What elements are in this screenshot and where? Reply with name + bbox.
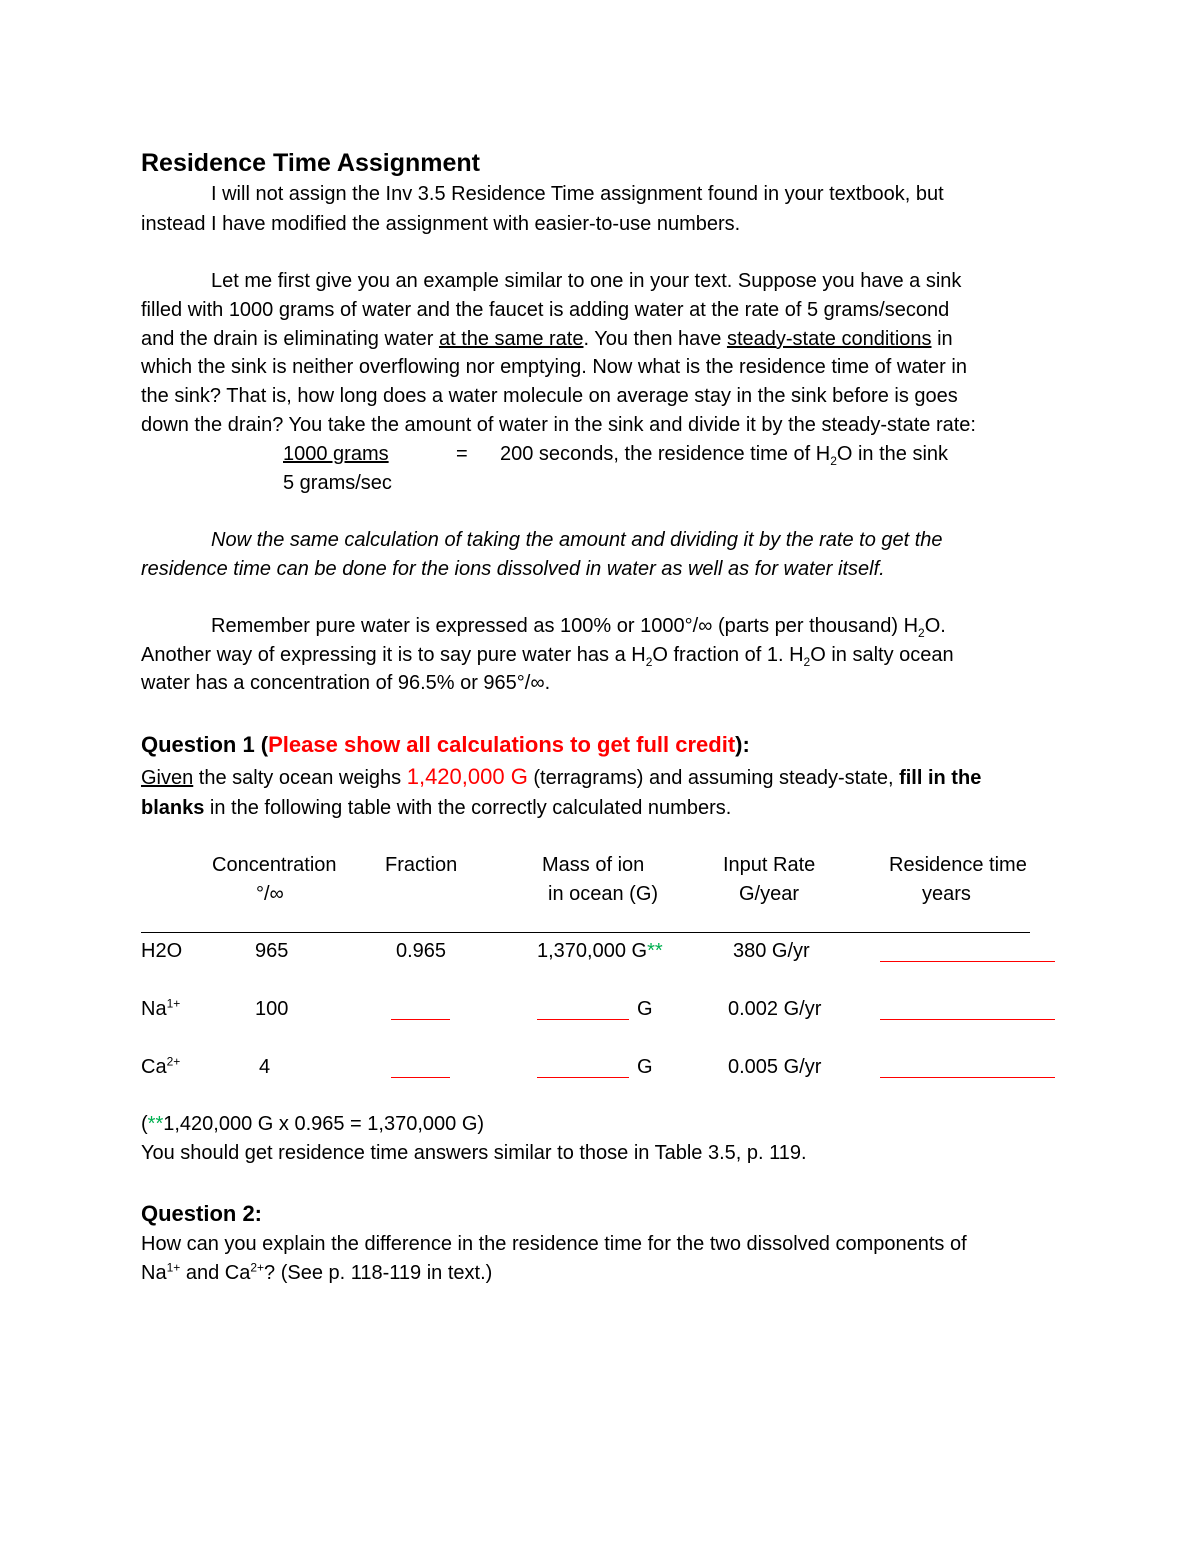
row-ca-mass-unit: G bbox=[637, 1056, 653, 1078]
equation-denominator: 5 grams/sec bbox=[283, 472, 392, 494]
row-na-input-rate: 0.002 G/yr bbox=[728, 998, 822, 1020]
row-ca-mass-blank[interactable] bbox=[537, 1077, 629, 1078]
page-title: Residence Time Assignment bbox=[141, 149, 481, 177]
question-1-heading: Question 1 (Please show all calculations to get full credit): bbox=[141, 732, 750, 757]
header-residence-time-unit: years bbox=[922, 883, 971, 905]
row-h2o-fraction: 0.965 bbox=[396, 940, 447, 962]
question-1-instruction: Please show all calculations to get full credit bbox=[268, 732, 736, 757]
row-ca-ion: $Ca^{2+}$ bbox=[141, 1054, 181, 1078]
row-na-residence-blank[interactable] bbox=[880, 1019, 1055, 1020]
steady-state-text: steady-state conditions bbox=[726, 328, 932, 350]
row-h2o-mass: 1,370,000 G** bbox=[537, 940, 663, 962]
example-line-1: Let me first give you an example similar to one in your text. Suppose you have a sink bbox=[211, 270, 962, 292]
example-line-6: down the drain? You take the amount of water in the sink and divide it by the steady-state rate: bbox=[141, 414, 976, 436]
header-mass-unit: in ocean (G) bbox=[548, 883, 659, 905]
intro-line-2: instead I have modified the assignment with easier-to-use numbers. bbox=[141, 213, 741, 235]
header-input-rate-unit: G/year bbox=[739, 883, 800, 905]
header-residence-time: Residence time bbox=[889, 854, 1027, 876]
remember-line-1: Remember pure water is expressed as 100% or 1000°/∞ (parts per thousand) $H_2O$. bbox=[211, 615, 946, 640]
question-1-text-line-1: Given the salty ocean weighs 1,420,000 G (terragrams) and assuming steady-state, fill in the bbox=[141, 764, 982, 789]
header-mass: Mass of ion bbox=[542, 854, 645, 876]
intro-line-1: I will not assign the Inv 3.5 Residence Time assignment found in your textbook, but bbox=[211, 183, 944, 205]
row-h2o-residence-blank[interactable] bbox=[880, 961, 1055, 962]
example-line-5: the sink? That is, how long does a water molecule on average stay in the sink before is goes bbox=[141, 385, 958, 407]
row-ca-concentration: 4 bbox=[259, 1056, 271, 1078]
footnote-line-2: You should get residence time answers similar to those in Table 3.5, p. 119. bbox=[141, 1142, 807, 1164]
question-2-line-1: How can you explain the difference in the residence time for the two dissolved components of bbox=[141, 1233, 967, 1255]
example-line-3: and the drain is eliminating water at the same rate. You then have steady-state conditions in bbox=[141, 328, 953, 350]
remember-line-3: water has a concentration of 96.5% or 965°/∞. bbox=[141, 672, 551, 694]
row-na-mass-unit: G bbox=[637, 998, 653, 1020]
row-h2o-input-rate: 380 G/yr bbox=[733, 940, 810, 962]
row-na-mass-blank[interactable] bbox=[537, 1019, 629, 1020]
remember-line-2: Another way of expressing it is to say pure water has a $H_2O$ fraction of 1. $H_2O$ in salty ocean bbox=[141, 644, 954, 669]
equation-equals: = bbox=[456, 443, 468, 465]
header-fraction: Fraction bbox=[385, 854, 458, 876]
row-na-ion: $Na^{1+}$ bbox=[141, 996, 181, 1020]
footnote: (**1,420,000 G x 0.965 = 1,370,000 G) bbox=[141, 1113, 485, 1135]
row-na-fraction-blank[interactable] bbox=[391, 1019, 450, 1020]
row-h2o-ion: H2O bbox=[141, 940, 183, 962]
italic-note-line-2: residence time can be done for the ions dissolved in water as well as for water itself. bbox=[141, 558, 885, 580]
row-na-concentration: 100 bbox=[255, 998, 289, 1020]
header-concentration: Concentration bbox=[212, 854, 337, 876]
equation-result: 200 seconds, the residence time of $H_2O$ in the sink bbox=[500, 443, 949, 468]
example-line-2: filled with 1000 grams of water and the faucet is adding water at the rate of 5 grams/second bbox=[141, 299, 950, 321]
ocean-mass-value: 1,420,000 G bbox=[406, 764, 528, 789]
row-ca-input-rate: 0.005 G/yr bbox=[728, 1056, 822, 1078]
row-h2o-concentration: 965 bbox=[255, 940, 289, 962]
same-rate-text: at the same rate bbox=[438, 328, 584, 350]
example-line-4: which the sink is neither overflowing nor emptying. Now what is the residence time of water in bbox=[141, 356, 967, 378]
header-input-rate: Input Rate bbox=[723, 854, 816, 876]
question-2-heading: Question 2: bbox=[141, 1201, 263, 1226]
table-header-rule bbox=[141, 932, 1030, 933]
equation-numerator: 1000 grams bbox=[283, 443, 389, 465]
question-2-line-2: $Na^{1+}$ and $Ca^{2+}$? (See p. 118-119 in text.) bbox=[141, 1260, 493, 1284]
header-concentration-unit: °/∞ bbox=[256, 883, 284, 905]
row-ca-residence-blank[interactable] bbox=[880, 1077, 1055, 1078]
italic-note-line-1: Now the same calculation of taking the amount and dividing it by the rate to get the bbox=[211, 529, 943, 551]
row-ca-fraction-blank[interactable] bbox=[391, 1077, 450, 1078]
question-1-text-line-2: blanks in the following table with the correctly calculated numbers. bbox=[141, 797, 732, 819]
